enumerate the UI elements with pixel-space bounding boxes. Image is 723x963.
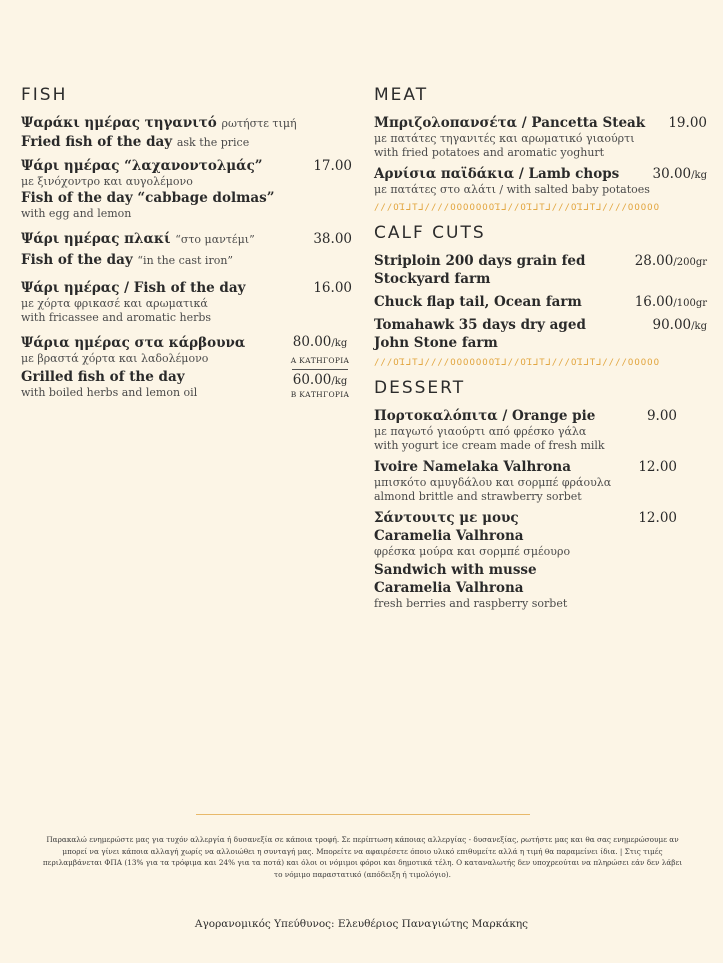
item-name-en: Fish of the day “cabbage dolmas”	[21, 190, 275, 206]
item-price: 16.00	[313, 280, 352, 296]
item-desc-en: with yogurt ice cream made of fresh milk	[374, 439, 605, 452]
decorative-divider: ///ΟΊ⅃Τ⅃////ΟΟΟΟΟΟΟΊ⅃//ΟΊ⅃Τ⅃///ΟΊ⅃Τ⅃////ΟΟΟΟΟ	[374, 203, 661, 213]
menu-item	[374, 509, 707, 611]
item-name-2: John Stone farm	[374, 335, 498, 351]
item-name-en-line2: Caramelia Valhrona	[374, 580, 524, 596]
item-price: 12.00	[638, 510, 677, 526]
menu-item	[21, 279, 352, 325]
item-note: ρωτήστε τιμή	[221, 117, 297, 130]
item-name: Ψαράκι ημέρας τηγανιτό	[21, 115, 217, 131]
item-price-unit: /200gr	[673, 257, 707, 268]
item-price: 38.00	[313, 231, 352, 247]
fish-section-title: FISH	[21, 85, 68, 105]
footer-divider	[196, 814, 530, 815]
item-name-en: Fish of the day	[21, 252, 133, 268]
price-divider	[292, 369, 348, 370]
item-desc: φρέσκα μούρα και σορμπέ σμέουρο	[374, 545, 571, 558]
item-price-unit: /kg	[691, 321, 707, 332]
item-name-2: Stockyard farm	[374, 271, 491, 287]
category-a-label: Α ΚΑΤΗΓΟΡΙΑ	[290, 356, 350, 365]
item-price-unit: /100gr	[673, 298, 707, 309]
price-category-a	[288, 334, 352, 400]
menu-item	[374, 458, 707, 504]
item-name: Tomahawk 35 days dry aged	[374, 317, 586, 333]
decorative-divider: ///ΟΊ⅃Τ⅃////ΟΟΟΟΟΟΟΊ⅃//ΟΊ⅃Τ⅃///ΟΊ⅃Τ⅃////ΟΟΟΟΟ	[374, 358, 661, 368]
item-desc-en: with boiled herbs and lemon oil	[21, 386, 198, 399]
item-desc-en: almond brittle and strawberry sorbet	[374, 490, 582, 503]
item-name: Ψάρι ημέρας “λαχανοντολμάς”	[21, 158, 263, 174]
item-price: 9.00	[646, 408, 677, 424]
price-a: 80.00	[292, 334, 332, 350]
item-note: “στο μαντέμι”	[175, 233, 255, 246]
item-price: 28.00	[634, 253, 674, 269]
menu-item	[21, 114, 352, 152]
item-price: 19.00	[668, 115, 707, 131]
price-a-unit: /kg	[331, 338, 348, 349]
item-name: Αρνίσια παϊδάκια / Lamb chops	[374, 166, 620, 182]
item-desc: με πατάτες τηγανιτές και αρωματικό γιαούρτι	[374, 132, 635, 145]
item-desc-en: with egg and lemon	[21, 207, 132, 220]
menu-item	[374, 316, 707, 352]
item-desc-en: fresh berries and raspberry sorbet	[374, 597, 568, 610]
item-desc: με πατάτες στο αλάτι / with salted baby potatoes	[374, 183, 650, 196]
price-b-unit: /kg	[331, 376, 348, 387]
item-name-en: Grilled fish of the day	[21, 369, 185, 385]
right-column	[374, 84, 707, 616]
item-name: Μπριζολοπανσέτα / Pancetta Steak	[374, 115, 646, 131]
allergy-disclaimer: Παρακαλώ ενημερώστε μας για τυχόν αλλεργία ή δυσανεξία σε κάποια τροφή. Σε περίπτωση κάποιας αλλεργίας - δυσανεξίας, ρωτήστε μας και θα σας ενημερώσουμε αν μπορεί να γίνει κάποια αλλαγή χωρίς να αλλοιώθει η συνταγή μας. Μπορείτε να αφαιρέσετε όποιο υλικό επιθυμείτε αλλά η τιμή θα παραμείνει ίδια. | Στις τιμές περιλαμβάνεται ΦΠΑ (13% για τα τρόφιμα και 24% για τα ποτά) και όλοι οι νόμιμοι φόροι και δημοτικά τέλη. Ο καταναλωτής δεν υποχρεούται να πληρώσει εάν δεν λάβει το νόμιμο παραστατικό (απόδειξη ή τιμολόγιο).	[42, 835, 683, 879]
menu-item	[21, 334, 352, 400]
item-name-en: Sandwich with musse	[374, 562, 537, 578]
item-desc: μπισκότο αμυγδάλου και σορμπέ φράουλα	[374, 476, 612, 489]
item-desc: με χόρτα φρικασέ και αρωματικά	[21, 297, 208, 310]
item-desc: με παγωτό γιαούρτι από φρέσκο γάλα	[374, 425, 587, 438]
item-desc: με βραστά χόρτα και λαδολέμονο	[21, 352, 209, 365]
item-price: 30.00	[652, 166, 692, 182]
item-desc-en: with fricassee and aromatic herbs	[21, 311, 212, 324]
price-b: 60.00	[292, 372, 332, 388]
item-name: Striploin 200 days grain fed	[374, 253, 586, 269]
item-price: 12.00	[638, 459, 677, 475]
item-price: 16.00	[634, 294, 674, 310]
category-b-label: Β ΚΑΤΗΓΟΡΙΑ	[290, 390, 350, 399]
item-note-en: “in the cast iron”	[137, 254, 234, 267]
item-name: Ψάρι ημέρας / Fish of the day	[21, 280, 246, 296]
item-desc-en: with fried potatoes and aromatic yoghurt	[374, 146, 605, 159]
item-name: Ψάρι ημέρας πλακί	[21, 231, 171, 247]
item-price-unit: /kg	[691, 170, 707, 181]
menu-item	[374, 407, 707, 453]
item-name: Chuck flap tail, Ocean farm	[374, 294, 582, 310]
item-name: Ivoire Namelaka Valhrona	[374, 459, 571, 475]
fish-column	[21, 84, 352, 405]
menu-item	[374, 293, 707, 311]
item-note-en: ask the price	[176, 136, 250, 149]
item-name-en: Fried fish of the day	[21, 134, 173, 150]
item-name-line2: Caramelia Valhrona	[374, 528, 524, 544]
item-name: Ψάρια ημέρας στα κάρβουνα	[21, 335, 246, 351]
responsible-person: Αγορανομικός Υπεύθυνος: Ελευθέριος Παναγιώτης Μαρκάκης	[194, 918, 529, 930]
menu-item	[21, 157, 352, 221]
item-desc: με ξινόχοντρο και αυγολέμονο	[21, 175, 193, 188]
item-price: 17.00	[313, 158, 352, 174]
menu-item	[374, 165, 707, 197]
calf-section-title: CALF CUTS	[374, 223, 486, 243]
dessert-section-title: DESSERT	[374, 378, 466, 398]
menu-item	[21, 230, 352, 270]
item-name: Πορτοκαλόπιτα / Orange pie	[374, 408, 596, 424]
meat-section-title: MEAT	[374, 85, 429, 105]
menu-item	[374, 114, 707, 160]
menu-item	[374, 252, 707, 288]
item-name: Σάντουιτς με μους	[374, 510, 519, 526]
item-price: 90.00	[652, 317, 692, 333]
